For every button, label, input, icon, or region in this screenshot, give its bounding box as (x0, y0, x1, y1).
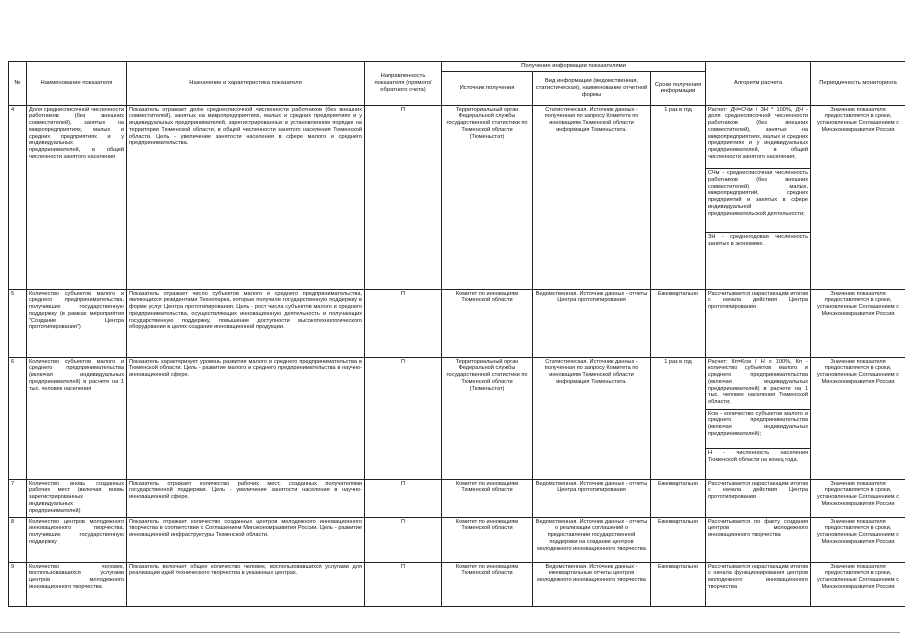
algorithm-part: Расчет: Кп=Ксм / Н х 100%, Кп - количество субъектов малого и среднего предпринимательства (включая индивидуальных предпринимателей) в расчете на 1 тыс. человек населения Тюменской области; (708, 358, 809, 405)
row-direction: П (365, 289, 442, 357)
row-desc: Показатель отражает количество созданных центров молодежного инновационного творчества в соответствии с Соглашением Минэкономразвития России. Цель - развитие инновационной инфраструктуры Тюменской области. (127, 517, 365, 562)
algorithm-part: Расчет: ДЧ=СЧм / ЗН * 100%, ДЧ - доля среднесписочной численности работников (без внешних совместителей), занятых на микропредприятиях, малых и средних предприятиях и у индивидуальных предпринимателей, в общей численности занятого населения; (708, 106, 809, 160)
col-obtaining-header: Получение информации показателями (442, 62, 706, 72)
algorithm-part: Ксм - количество субъектов малого и среднего предпринимательства (включая индивидуальных предпринимателей); (708, 410, 809, 437)
row-period: Значение показателя предоставляется в сроки, установленные Соглашением с Минэкономразвития России (811, 105, 905, 289)
row-algorithm (706, 357, 811, 479)
row-source: Территориальный орган Федеральной службы государственной статистики по Тюменской области (Тюменьстат) (442, 105, 533, 289)
row-num: 6 (9, 357, 27, 479)
row-source: Территориальный орган Федеральной службы государственной статистики по Тюменской области (Тюменьстат) (442, 357, 533, 479)
row-period: Значение показателя предоставляется в сроки, установленные Соглашением с Минэкономразвития России (811, 289, 905, 357)
header-row-1 (9, 62, 905, 72)
row-source: Комитет по инновациям Тюменской области (442, 289, 533, 357)
row-num: 8 (9, 517, 27, 562)
row-term: Ежеквартально (651, 562, 706, 606)
table-row (9, 517, 905, 562)
row-name: Количество вновь созданных рабочих мест (включая вновь зарегистрированных индивидуальных предпринимателей) (27, 479, 127, 517)
row-period: Значение показателя предоставляется в сроки, установленные Соглашением с Минэкономразвития России (811, 357, 905, 479)
row-algorithm: Рассчитывается по факту создания центров молодежного инновационного творчества (706, 517, 811, 562)
row-algorithm: Рассчитывается нарастающим итогом с начала действия Центра прототипирования (706, 479, 811, 517)
row-period: Значение показателя предоставляется в сроки, установленные Соглашением с Минэкономразвития России (811, 479, 905, 517)
row-num: 4 (9, 105, 27, 289)
table-row (9, 105, 905, 289)
row-algorithm: Рассчитывается нарастающим итогом с начала действия Центра прототипирования (706, 289, 811, 357)
algorithm-part: Н - численность населения Тюменской области на конец года. (708, 450, 809, 464)
row-desc: Показатель характеризует уровень развития малого и среднего предпринимательства в Тюменской области. Цель - развитие малого и среднего предпринимательства в научно-инновационной сфере. (127, 357, 365, 479)
row-source: Комитет по инновациям Тюменской области (442, 562, 533, 606)
row-name: Количество субъектов малого и среднего предпринимательства, получивших государственную поддержку (в рамках мероприятия "Создание Центра прототипирования") (27, 289, 127, 357)
row-desc: Показатель отражает количество рабочих мест, созданных получателями государственной поддержки. Цель - увеличение занятости населения в научно-инновационной сфере. (127, 479, 365, 517)
row-direction: П (365, 479, 442, 517)
row-source: Комитет по инновациям Тюменской области (442, 517, 533, 562)
row-direction: П (365, 105, 442, 289)
col-direction-header: Направленность показателя (прямого/обратного счета) (365, 62, 442, 106)
row-term: Ежеквартально (651, 517, 706, 562)
col-algorithm-header: Алгоритм расчета (706, 62, 811, 106)
col-desc-header: Назначение и характеристика показателя (127, 62, 365, 106)
row-algorithm (706, 105, 811, 289)
row-term: Ежеквартально (651, 479, 706, 517)
row-type: Ведомственная. Источник данных - отчеты Центра прототипирования (533, 479, 651, 517)
row-direction: П (365, 562, 442, 606)
row-term: 1 раз в год (651, 357, 706, 479)
row-desc: Показатель отражает долю среднесписочной численности работников (без внешних совместителей), занятых на микропредприятиях, малых и средних предприятиях и у индивидуальных предпринимателей, зарегистрированных в установленном порядке на территории Тюменской области, в общей численности занятого населения Тюменской области. Цель - увеличение занятости населения в сфере малого и среднего предпринимательства. (127, 105, 365, 289)
col-type-header: Вид информации (ведомственная, статистическая), наименование отчетной формы (533, 71, 651, 105)
algorithm-part: СЧм - среднесписочная численность работников (без внешних совместителей) малых, микропредприятий, средних предприятий и занятых в сфере индивидуальной предпринимательской деятельности; (708, 170, 809, 217)
col-term-header: Сроки получения информации (651, 71, 706, 105)
row-name: Доля среднесписочной численности работников (без внешних совместителей), занятых на микропредприятиях, малых и средних предприятиях и у индивидуальных предпринимателей, в общей численности занятого населения (27, 105, 127, 289)
row-desc: Показатель включает общее количество человек, воспользовавшихся услугами для реализации идей технического творчества в указанных центрах. (127, 562, 365, 606)
row-num: 7 (9, 479, 27, 517)
row-name: Количество центров молодежного инновационного творчества, получивших государственную поддержку (27, 517, 127, 562)
row-name: Количество субъектов малого и среднего предпринимательства (включая индивидуальных предпринимателей) в расчете на 1 тыс. человек населения (27, 357, 127, 479)
table-row (9, 562, 905, 606)
row-period: Значение показателя предоставляется в сроки, установленные Соглашением с Минэкономразвития России (811, 517, 905, 562)
row-desc: Показатель отражает число субъектов малого и среднего предпринимательства, являющихся резидентами Технопарка, которые получили государственную поддержку в форме услуг Центра прототипирования. Цель - рост числа субъектов малого и среднего предпринимательства, осуществляющих инновационную деятельность и получающих государственную поддержку, повышение доступности высокотехнологического оборудования в целях создания инновационной продукции. (127, 289, 365, 357)
row-source: Комитет по инновациям Тюменской области (442, 479, 533, 517)
row-type: Ведомственная. Источник данных - ежеквартальные отчеты центров молодежного инновационного творчества (533, 562, 651, 606)
row-direction: П (365, 517, 442, 562)
col-source-header: Источник получения (442, 71, 533, 105)
row-type: Ведомственная. Источник данных - отчеты о реализации соглашений о предоставлении государственной поддержки на создание центров молодежного инновационного творчества (533, 517, 651, 562)
row-term: 1 раз в год (651, 105, 706, 289)
row-type: Статистическая. Источник данных - полученная по запросу Комитета по инновациям Тюменской области информация Тюменьстата. (533, 105, 651, 289)
indicators-table (8, 61, 905, 607)
table-row (9, 357, 905, 479)
row-direction: П (365, 357, 442, 479)
algorithm-part: ЗН - среднегодовая численность занятых в экономике. (708, 234, 809, 247)
row-period: Значение показателя предоставляется в сроки, установленные Соглашением с Минэкономразвития России (811, 562, 905, 606)
table-row (9, 479, 905, 517)
row-name: Количество человек, воспользовавшихся услугами центров молодежного инновационного творчества (27, 562, 127, 606)
col-num-header: № (9, 62, 27, 106)
row-type: Статистическая. Источник данных - полученная по запросу Комитета по инновациям Тюменской области информация Тюменьстата. (533, 357, 651, 479)
scan-edge-line (0, 632, 900, 633)
col-name-header: Наименование показателя (27, 62, 127, 106)
row-algorithm: Рассчитывается нарастающим итогом с начала функционирования центров молодежного инновационного творчества (706, 562, 811, 606)
table-row (9, 289, 905, 357)
col-period-header: Периодичность мониторинга (811, 62, 905, 106)
row-num: 9 (9, 562, 27, 606)
row-term: Ежеквартально (651, 289, 706, 357)
row-type: Ведомственная. Источник данных - отчеты Центра прототипирования (533, 289, 651, 357)
row-num: 5 (9, 289, 27, 357)
